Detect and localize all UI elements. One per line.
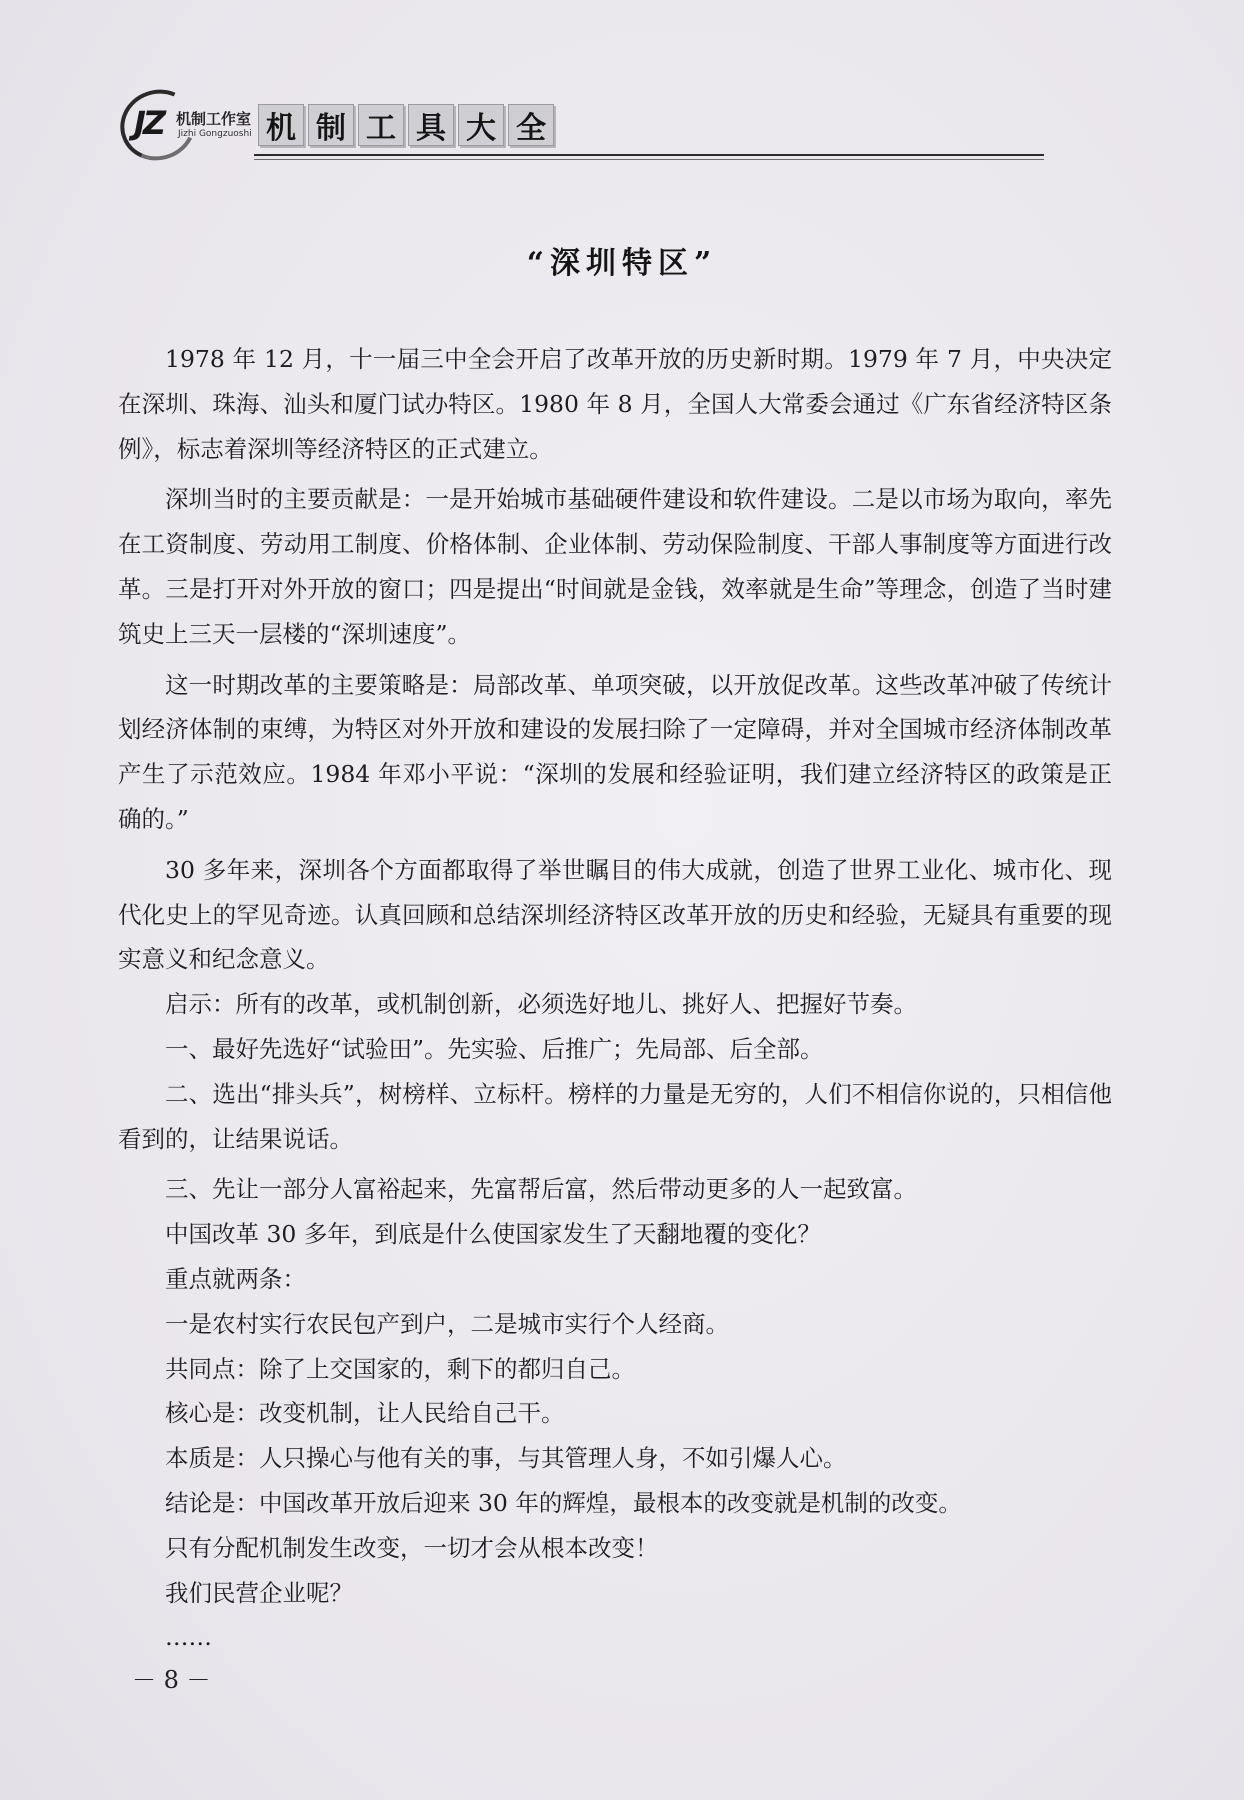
header-divider [254,154,1044,156]
paragraph: 核心是：改变机制，让人民给自己干。 [165,1399,565,1428]
series-title-char: 制 [308,104,354,146]
series-title-char: 大 [458,104,504,146]
logo-pinyin: Jizhi Gongzuoshi [178,129,252,139]
paragraph: 30 多年来，深圳各个方面都取得了举世瞩目的伟大成就，创造了世界工业化、城市化、现代化史上的罕见奇迹。认真回顾和总结深圳经济特区改革开放的历史和经验，无疑具有重要的现实意义和纪念意义。 [118,855,1112,974]
paragraph: 我们民营企业呢？ [165,1578,353,1607]
paragraph: 深圳当时的主要贡献是：一是开始城市基础硬件建设和软件建设。二是以市场为取向，率先在工资制度、劳动用工制度、价格体制、企业体制、劳动保险制度、干部人事制度等方面进行改革。三是打开对外开放的窗口；四是提出“时间就是金钱，效率就是生命”等理念，创造了当时建筑史上三天一层楼的“深圳速度”。 [118,485,1112,648]
series-title-char: 机 [258,104,304,146]
paragraph: 这一时期改革的主要策略是：局部改革、单项突破，以开放促改革。这些改革冲破了传统计划经济体制的束缚，为特区对外开放和建设的发展扫除了一定障碍，并对全国城市经济体制改革产生了示范效应。1984 年邓小平说：“深圳的发展和经验证明，我们建立经济特区的政策是正确的。” [118,670,1112,833]
studio-logo [118,86,258,164]
paragraph: 1978 年 12 月，十一届三中全会开启了改革开放的历史新时期。1979 年 7 月，中央决定在深圳、珠海、汕头和厦门试办特区。1980 年 8 月，全国人大常委会通过《广东省经济特区条例》，标志着深圳等经济特区的正式建立。 [118,345,1112,463]
paragraph: 一是农村实行农民包产到户，二是城市实行个人经商。 [165,1309,729,1338]
logo-name: 机制工作室 [176,110,252,128]
header-divider-thin [254,159,1044,160]
series-title [258,104,554,146]
logo-mark: JZ [134,104,164,142]
series-title-char: 具 [408,104,454,146]
series-title-char: 工 [358,104,404,146]
paragraph: 中国改革 30 多年，到底是什么使国家发生了天翻地覆的变化？ [165,1220,821,1249]
paragraph: 共同点：除了上交国家的，剩下的都归自己。 [165,1354,635,1383]
paragraph: 只有分配机制发生改变，一切才会从根本改变！ [165,1533,659,1562]
paragraph: 三、先让一部分人富裕起来，先富帮后富，然后带动更多的人一起致富。 [165,1175,917,1204]
paragraph: 重点就两条： [165,1264,306,1293]
page-header [118,86,1048,166]
paragraph: 本质是：人只操心与他有关的事，与其管理人身，不如引爆人心。 [165,1444,847,1473]
article-title: “深圳特区” [526,246,718,281]
page-number: － 8 － [132,1666,211,1694]
paragraph: 一、最好先选好“试验田”。先实验、后推广；先局部、后全部。 [165,1034,824,1063]
paragraph: 二、选出“排头兵”，树榜样、立标杆。榜样的力量是无穷的，人们不相信你说的，只相信他看到的，让结果说话。 [118,1079,1112,1153]
article-body [118,337,1112,1660]
paragraph: 结论是：中国改革开放后迎来 30 年的辉煌，最根本的改变就是机制的改变。 [165,1488,962,1517]
paragraph: 启示：所有的改革，或机制创新，必须选好地儿、挑好人、把握好节奏。 [165,990,917,1019]
paragraph: …… [165,1623,212,1652]
series-title-char: 全 [508,104,554,146]
